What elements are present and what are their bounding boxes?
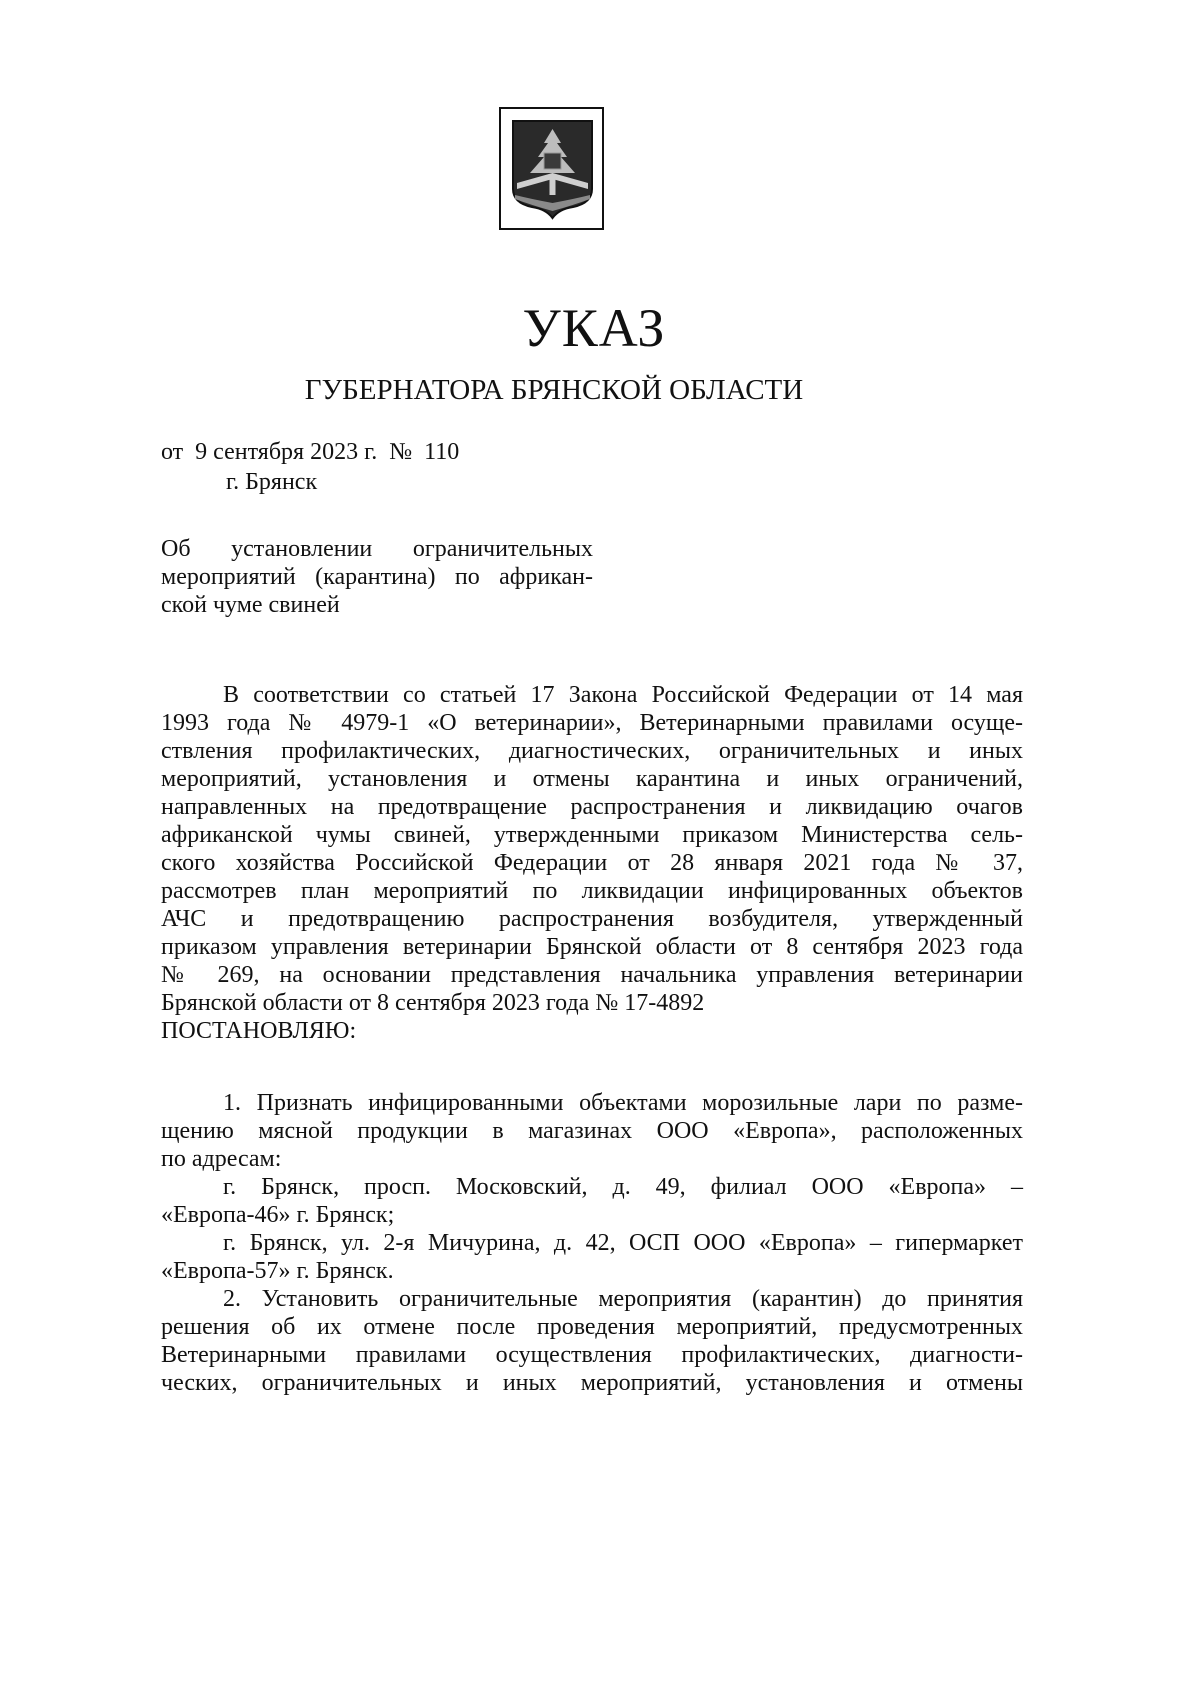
city-line: г. Брянск bbox=[226, 469, 318, 495]
preamble-line: африканской чумы свиней, утвержденными приказом Министерства сель- bbox=[161, 822, 1023, 848]
address-1-line: г. Брянск, просп. Московский, д. 49, филиал ООО «Европа» – bbox=[223, 1174, 1023, 1200]
preamble-line: ского хозяйства Российской Федерации от 28 января 2021 года № 37, bbox=[161, 850, 1023, 876]
preamble-line: № 269, на основании представления начальника управления ветеринарии bbox=[161, 962, 1023, 988]
item-2-line: ческих, ограничительных и иных мероприятий, установления и отмены bbox=[161, 1370, 1023, 1396]
preamble-line: В соответствии со статьей 17 Закона Российской Федерации от 14 мая bbox=[223, 682, 1023, 708]
subject-line: ской чуме свиней bbox=[161, 592, 340, 618]
subject-line: мероприятий (карантина) по африкан- bbox=[161, 564, 593, 590]
document-subject bbox=[161, 535, 593, 619]
preamble-line: Брянской области от 8 сентября 2023 года № 17-4892 bbox=[161, 990, 705, 1016]
item-2-line: 2. Установить ограничительные мероприятия (карантин) до принятия bbox=[223, 1286, 1023, 1312]
subject-line: Об установлении ограничительных bbox=[161, 536, 593, 562]
address-1-line: «Европа-46» г. Брянск; bbox=[161, 1202, 395, 1228]
document-subtitle bbox=[0, 372, 1200, 408]
preamble-line: 1993 года № 4979-1 «О ветеринарии», Ветеринарными правилами осуще- bbox=[161, 710, 1023, 736]
document-title bbox=[0, 298, 1200, 358]
item-1-line: щению мясной продукции в магазинах ООО «Европа», расположенных bbox=[161, 1118, 1023, 1144]
item-1-line: по адресам: bbox=[161, 1146, 282, 1172]
preamble-line: ствления профилактических, диагностических, ограничительных и иных bbox=[161, 738, 1023, 764]
coat-of-arms-emblem bbox=[499, 107, 604, 230]
address-2-line: г. Брянск, ул. 2-я Мичурина, д. 42, ОСП ООО «Европа» – гипермаркет bbox=[223, 1230, 1023, 1256]
subtitle-text: ГУБЕРНАТОРА БРЯНСКОЙ ОБЛАСТИ bbox=[304, 374, 804, 406]
item-2-line: Ветеринарными правилами осуществления профилактических, диагности- bbox=[161, 1342, 1023, 1368]
title-text: УКАЗ bbox=[522, 298, 666, 358]
preamble-line: приказом управления ветеринарии Брянской области от 8 сентября 2023 года bbox=[161, 934, 1023, 960]
preamble-line: мероприятий, установления и отмены карантина и иных ограничений, bbox=[161, 766, 1023, 792]
item-2-line: решения об их отмене после проведения мероприятий, предусмотренных bbox=[161, 1314, 1023, 1340]
item-1-line: 1. Признать инфицированными объектами морозильные лари по разме- bbox=[223, 1090, 1023, 1116]
date-number-line: от 9 сентября 2023 г. № 110 bbox=[161, 439, 460, 465]
preamble-line: АЧС и предотвращению распространения возбудителя, утвержденный bbox=[161, 906, 1023, 932]
resolution-word: ПОСТАНОВЛЯЮ: bbox=[161, 1018, 357, 1044]
preamble-line: рассмотрев план мероприятий по ликвидации инфицированных объектов bbox=[161, 878, 1023, 904]
bryansk-coat-of-arms-icon bbox=[511, 119, 594, 220]
preamble-line: направленных на предотвращение распространения и ликвидацию очагов bbox=[161, 794, 1023, 820]
address-2-line: «Европа-57» г. Брянск. bbox=[161, 1258, 394, 1284]
